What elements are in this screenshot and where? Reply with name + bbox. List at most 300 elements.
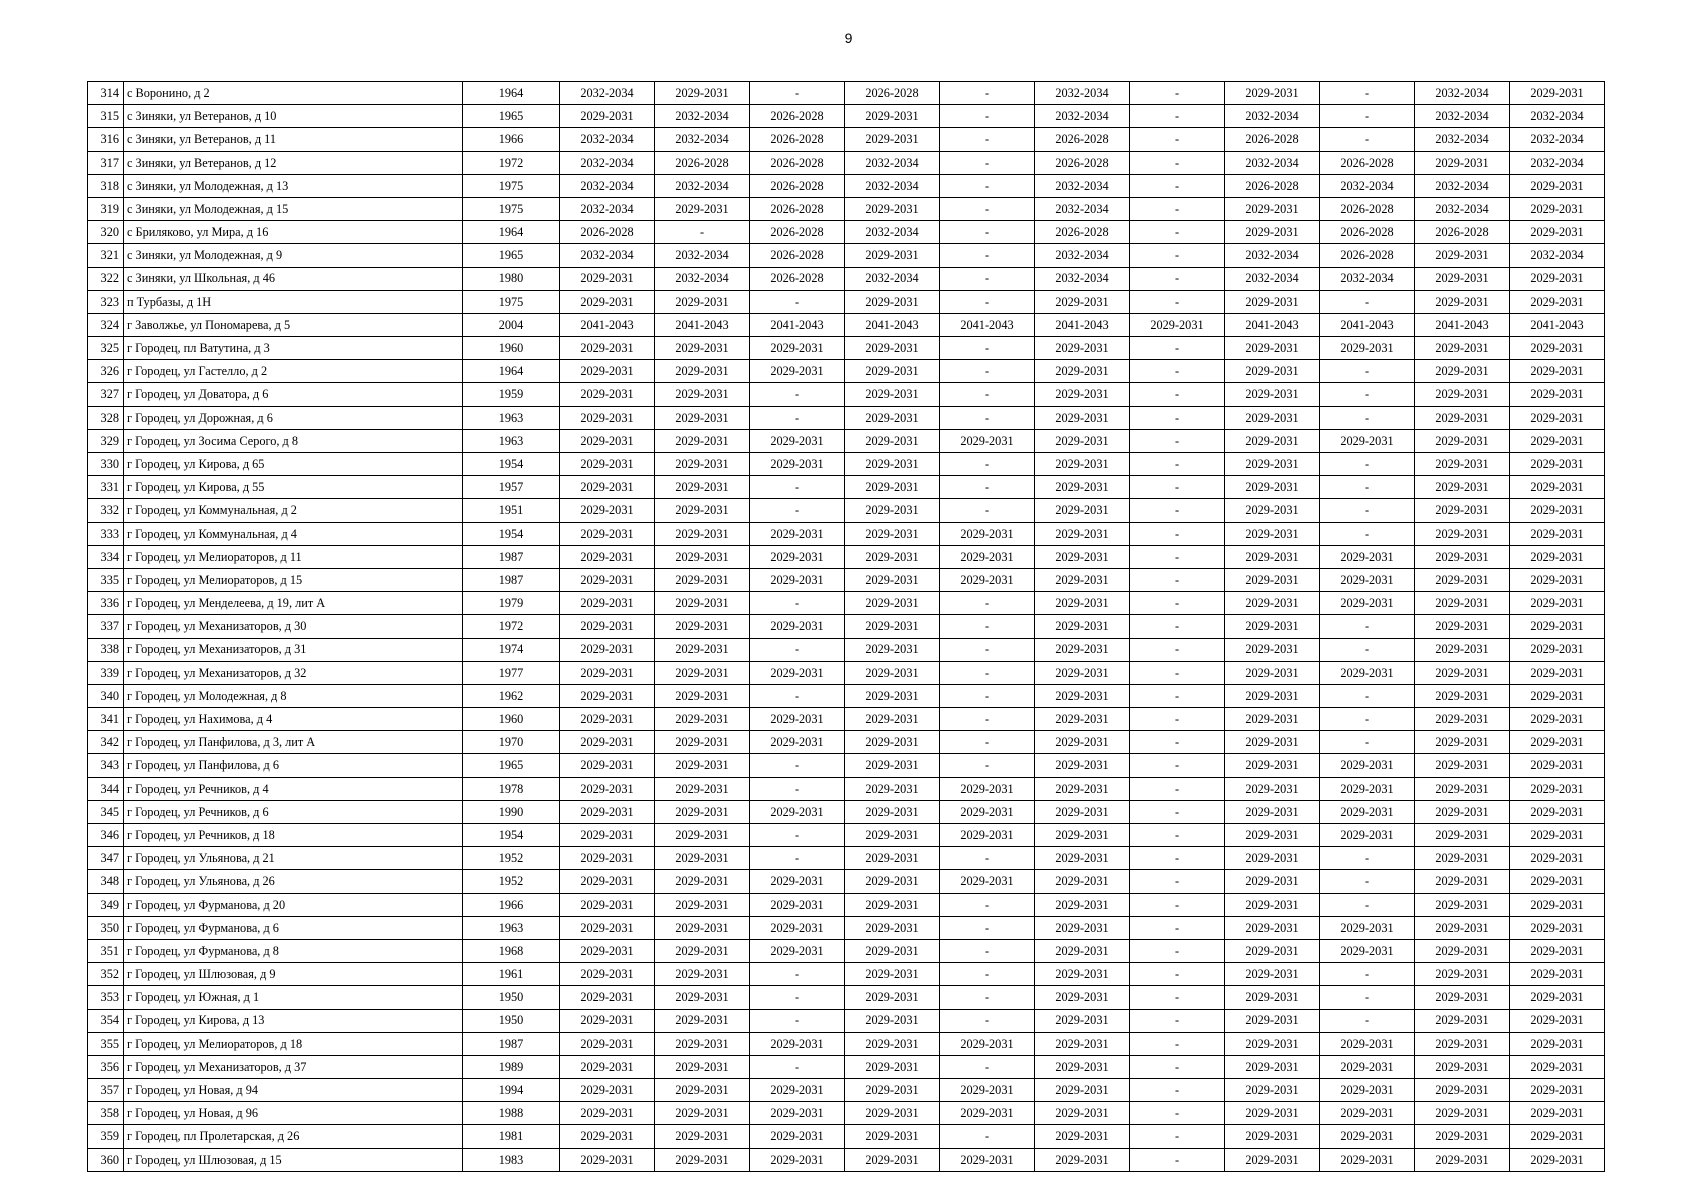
period-cell: 2029-2031 xyxy=(750,731,845,754)
period-cell: - xyxy=(1320,963,1415,986)
table-row xyxy=(88,1055,1605,1078)
row-number-cell: 334 xyxy=(88,545,124,568)
period-cell: 2029-2031 xyxy=(655,476,750,499)
year-built-cell: 1983 xyxy=(463,1148,560,1171)
period-cell: 2029-2031 xyxy=(845,499,940,522)
period-cell: 2029-2031 xyxy=(560,360,655,383)
year-built-cell: 1960 xyxy=(463,337,560,360)
address-cell: г Городец, ул Мелиораторов, д 11 xyxy=(124,545,463,568)
period-cell: - xyxy=(1130,824,1225,847)
address-cell: г Городец, ул Речников, д 6 xyxy=(124,800,463,823)
period-cell: 2029-2031 xyxy=(560,916,655,939)
address-cell: г Городец, ул Речников, д 18 xyxy=(124,824,463,847)
period-cell: - xyxy=(940,290,1035,313)
period-cell: 2029-2031 xyxy=(845,615,940,638)
table-row xyxy=(88,1125,1605,1148)
period-cell: 2029-2031 xyxy=(560,499,655,522)
period-cell: 2029-2031 xyxy=(1510,267,1605,290)
year-built-cell: 1960 xyxy=(463,708,560,731)
period-cell: - xyxy=(1320,499,1415,522)
period-cell: 2029-2031 xyxy=(1415,337,1510,360)
period-cell: 2029-2031 xyxy=(560,406,655,429)
table-row xyxy=(88,429,1605,452)
period-cell: 2029-2031 xyxy=(1035,1032,1130,1055)
period-cell: - xyxy=(1130,615,1225,638)
period-cell: 2032-2034 xyxy=(1415,197,1510,220)
row-number-cell: 327 xyxy=(88,383,124,406)
period-cell: 2041-2043 xyxy=(1225,313,1320,336)
period-cell: 2029-2031 xyxy=(750,545,845,568)
period-cell: 2041-2043 xyxy=(940,313,1035,336)
period-cell: 2029-2031 xyxy=(845,406,940,429)
period-cell: 2029-2031 xyxy=(560,290,655,313)
period-cell: 2029-2031 xyxy=(560,661,655,684)
period-cell: 2029-2031 xyxy=(845,963,940,986)
period-cell: - xyxy=(940,105,1035,128)
table-row xyxy=(88,360,1605,383)
period-cell: 2029-2031 xyxy=(1225,568,1320,591)
period-cell: 2032-2034 xyxy=(1415,174,1510,197)
period-cell: 2029-2031 xyxy=(1035,337,1130,360)
period-cell: 2032-2034 xyxy=(1035,267,1130,290)
period-cell: 2032-2034 xyxy=(1035,105,1130,128)
period-cell: 2029-2031 xyxy=(1415,453,1510,476)
period-cell: 2029-2031 xyxy=(560,522,655,545)
period-cell: - xyxy=(1130,754,1225,777)
period-cell: 2032-2034 xyxy=(1510,244,1605,267)
period-cell: 2029-2031 xyxy=(1225,1055,1320,1078)
year-built-cell: 1981 xyxy=(463,1125,560,1148)
year-built-cell: 1954 xyxy=(463,522,560,545)
period-cell: 2029-2031 xyxy=(1035,661,1130,684)
address-cell: г Городец, ул Новая, д 94 xyxy=(124,1079,463,1102)
period-cell: 2029-2031 xyxy=(655,522,750,545)
period-cell: - xyxy=(940,267,1035,290)
period-cell: 2026-2028 xyxy=(750,267,845,290)
period-cell: 2026-2028 xyxy=(1035,128,1130,151)
period-cell: 2029-2031 xyxy=(1225,1079,1320,1102)
period-cell: - xyxy=(750,82,845,105)
period-cell: 2029-2031 xyxy=(1510,708,1605,731)
period-cell: 2029-2031 xyxy=(1225,847,1320,870)
period-cell: - xyxy=(1130,360,1225,383)
table-row xyxy=(88,615,1605,638)
address-cell: г Городец, ул Зосима Серого, д 8 xyxy=(124,429,463,452)
period-cell: 2029-2031 xyxy=(1510,754,1605,777)
period-cell: 2029-2031 xyxy=(1035,754,1130,777)
period-cell: - xyxy=(940,1125,1035,1148)
period-cell: 2029-2031 xyxy=(1510,221,1605,244)
year-built-cell: 1950 xyxy=(463,986,560,1009)
period-cell: - xyxy=(1130,1102,1225,1125)
period-cell: 2032-2034 xyxy=(1510,128,1605,151)
period-cell: 2029-2031 xyxy=(845,847,940,870)
table-row xyxy=(88,800,1605,823)
period-cell: 2029-2031 xyxy=(845,429,940,452)
period-cell: 2029-2031 xyxy=(940,522,1035,545)
period-cell: - xyxy=(1130,545,1225,568)
row-number-cell: 336 xyxy=(88,592,124,615)
period-cell: 2029-2031 xyxy=(655,754,750,777)
period-cell: 2029-2031 xyxy=(1225,499,1320,522)
table-row xyxy=(88,499,1605,522)
period-cell: 2032-2034 xyxy=(1320,174,1415,197)
row-number-cell: 339 xyxy=(88,661,124,684)
period-cell: 2029-2031 xyxy=(845,568,940,591)
period-cell: 2029-2031 xyxy=(1320,916,1415,939)
period-cell: 2029-2031 xyxy=(845,105,940,128)
period-cell: - xyxy=(1130,1125,1225,1148)
period-cell: - xyxy=(940,986,1035,1009)
address-cell: г Городец, ул Кирова, д 13 xyxy=(124,1009,463,1032)
address-cell: г Городец, пл Ватутина, д 3 xyxy=(124,337,463,360)
period-cell: 2029-2031 xyxy=(1225,1032,1320,1055)
period-cell: 2041-2043 xyxy=(845,313,940,336)
period-cell: - xyxy=(1130,916,1225,939)
period-cell: 2029-2031 xyxy=(845,545,940,568)
year-built-cell: 1959 xyxy=(463,383,560,406)
address-cell: г Городец, ул Мелиораторов, д 15 xyxy=(124,568,463,591)
period-cell: 2029-2031 xyxy=(655,499,750,522)
year-built-cell: 1962 xyxy=(463,684,560,707)
period-cell: 2029-2031 xyxy=(655,592,750,615)
table-row xyxy=(88,221,1605,244)
period-cell: 2029-2031 xyxy=(560,1009,655,1032)
period-cell: 2032-2034 xyxy=(1035,174,1130,197)
period-cell: 2029-2031 xyxy=(560,963,655,986)
period-cell: 2029-2031 xyxy=(1225,453,1320,476)
period-cell: 2029-2031 xyxy=(655,870,750,893)
address-cell: г Городец, ул Мелиораторов, д 18 xyxy=(124,1032,463,1055)
period-cell: 2029-2031 xyxy=(560,638,655,661)
period-cell: 2029-2031 xyxy=(845,360,940,383)
period-cell: - xyxy=(1130,893,1225,916)
period-cell: 2032-2034 xyxy=(1035,197,1130,220)
row-number-cell: 315 xyxy=(88,105,124,128)
period-cell: 2029-2031 xyxy=(560,568,655,591)
row-number-cell: 326 xyxy=(88,360,124,383)
table-row xyxy=(88,197,1605,220)
period-cell: 2029-2031 xyxy=(845,244,940,267)
period-cell: 2041-2043 xyxy=(655,313,750,336)
period-cell: 2029-2031 xyxy=(1415,545,1510,568)
period-cell: 2026-2028 xyxy=(1225,128,1320,151)
year-built-cell: 1964 xyxy=(463,360,560,383)
period-cell: 2029-2031 xyxy=(750,453,845,476)
period-cell: 2032-2034 xyxy=(845,267,940,290)
period-cell: - xyxy=(750,963,845,986)
period-cell: 2029-2031 xyxy=(1415,568,1510,591)
row-number-cell: 342 xyxy=(88,731,124,754)
row-number-cell: 338 xyxy=(88,638,124,661)
period-cell: 2029-2031 xyxy=(560,1125,655,1148)
year-built-cell: 1961 xyxy=(463,963,560,986)
period-cell: 2029-2031 xyxy=(1320,1102,1415,1125)
period-cell: 2029-2031 xyxy=(1415,615,1510,638)
period-cell: 2029-2031 xyxy=(1035,545,1130,568)
period-cell: 2029-2031 xyxy=(1035,963,1130,986)
address-cell: г Городец, ул Механизаторов, д 31 xyxy=(124,638,463,661)
period-cell: 2029-2031 xyxy=(1415,661,1510,684)
period-cell: 2029-2031 xyxy=(845,661,940,684)
period-cell: 2029-2031 xyxy=(845,708,940,731)
period-cell: 2029-2031 xyxy=(1510,684,1605,707)
period-cell: 2041-2043 xyxy=(1510,313,1605,336)
period-cell: 2029-2031 xyxy=(1225,360,1320,383)
period-cell: 2029-2031 xyxy=(1510,1079,1605,1102)
period-cell: 2029-2031 xyxy=(1225,1125,1320,1148)
period-cell: 2029-2031 xyxy=(1320,777,1415,800)
period-cell: - xyxy=(940,893,1035,916)
period-cell: - xyxy=(940,684,1035,707)
period-cell: 2029-2031 xyxy=(560,105,655,128)
period-cell: 2029-2031 xyxy=(1035,615,1130,638)
period-cell: 2029-2031 xyxy=(1225,661,1320,684)
period-cell: - xyxy=(750,1055,845,1078)
period-cell: 2029-2031 xyxy=(1035,824,1130,847)
period-cell: 2029-2031 xyxy=(1510,939,1605,962)
period-cell: 2029-2031 xyxy=(1415,963,1510,986)
period-cell: - xyxy=(940,916,1035,939)
period-cell: 2029-2031 xyxy=(1415,267,1510,290)
period-cell: - xyxy=(1130,1055,1225,1078)
period-cell: - xyxy=(1130,406,1225,429)
period-cell: 2029-2031 xyxy=(1415,290,1510,313)
period-cell: 2029-2031 xyxy=(750,870,845,893)
year-built-cell: 1957 xyxy=(463,476,560,499)
period-cell: 2029-2031 xyxy=(1320,939,1415,962)
period-cell: 2029-2031 xyxy=(750,429,845,452)
period-cell: 2026-2028 xyxy=(750,105,845,128)
period-cell: 2029-2031 xyxy=(940,1102,1035,1125)
row-number-cell: 358 xyxy=(88,1102,124,1125)
period-cell: - xyxy=(940,360,1035,383)
period-cell: 2029-2031 xyxy=(845,476,940,499)
period-cell: 2032-2034 xyxy=(845,221,940,244)
period-cell: 2029-2031 xyxy=(1415,939,1510,962)
period-cell: 2029-2031 xyxy=(1035,1102,1130,1125)
row-number-cell: 330 xyxy=(88,453,124,476)
period-cell: 2029-2031 xyxy=(750,800,845,823)
period-cell: 2032-2034 xyxy=(1415,105,1510,128)
period-cell: 2029-2031 xyxy=(655,1009,750,1032)
year-built-cell: 1963 xyxy=(463,429,560,452)
table-row xyxy=(88,290,1605,313)
period-cell: 2029-2031 xyxy=(560,592,655,615)
period-cell: 2029-2031 xyxy=(845,592,940,615)
period-cell: 2026-2028 xyxy=(750,244,845,267)
row-number-cell: 340 xyxy=(88,684,124,707)
address-cell: г Городец, пл Пролетарская, д 26 xyxy=(124,1125,463,1148)
period-cell: 2032-2034 xyxy=(845,151,940,174)
year-built-cell: 1972 xyxy=(463,151,560,174)
table-row xyxy=(88,731,1605,754)
period-cell: 2029-2031 xyxy=(1225,290,1320,313)
table-row xyxy=(88,708,1605,731)
period-cell: 2029-2031 xyxy=(940,545,1035,568)
period-cell: - xyxy=(1130,661,1225,684)
period-cell: 2032-2034 xyxy=(1225,267,1320,290)
period-cell: 2029-2031 xyxy=(1320,824,1415,847)
period-cell: 2029-2031 xyxy=(655,1055,750,1078)
period-cell: - xyxy=(940,731,1035,754)
year-built-cell: 1972 xyxy=(463,615,560,638)
period-cell: 2029-2031 xyxy=(560,337,655,360)
period-cell: 2029-2031 xyxy=(750,568,845,591)
year-built-cell: 1965 xyxy=(463,244,560,267)
period-cell: 2029-2031 xyxy=(1225,800,1320,823)
period-cell: 2029-2031 xyxy=(560,847,655,870)
period-cell: 2029-2031 xyxy=(655,429,750,452)
address-cell: г Городец, ул Механизаторов, д 30 xyxy=(124,615,463,638)
period-cell: 2029-2031 xyxy=(1320,661,1415,684)
period-cell: 2032-2034 xyxy=(1415,128,1510,151)
period-cell: 2029-2031 xyxy=(750,916,845,939)
period-cell: - xyxy=(940,383,1035,406)
period-cell: 2029-2031 xyxy=(1035,1148,1130,1171)
period-cell: 2029-2031 xyxy=(1035,1009,1130,1032)
address-cell: г Городец, ул Речников, д 4 xyxy=(124,777,463,800)
row-number-cell: 335 xyxy=(88,568,124,591)
year-built-cell: 1965 xyxy=(463,105,560,128)
period-cell: 2029-2031 xyxy=(1225,916,1320,939)
period-cell: 2029-2031 xyxy=(1510,197,1605,220)
address-cell: г Городец, ул Механизаторов, д 37 xyxy=(124,1055,463,1078)
period-cell: - xyxy=(940,174,1035,197)
period-cell: 2029-2031 xyxy=(1415,684,1510,707)
period-cell: 2032-2034 xyxy=(560,151,655,174)
period-cell: 2029-2031 xyxy=(1225,684,1320,707)
period-cell: 2029-2031 xyxy=(1320,568,1415,591)
period-cell: 2029-2031 xyxy=(1320,545,1415,568)
period-cell: - xyxy=(1130,847,1225,870)
period-cell: 2026-2028 xyxy=(1320,221,1415,244)
period-cell: 2029-2031 xyxy=(940,1032,1035,1055)
period-cell: - xyxy=(1320,893,1415,916)
period-cell: 2029-2031 xyxy=(1320,1079,1415,1102)
year-built-cell: 1954 xyxy=(463,824,560,847)
period-cell: - xyxy=(940,754,1035,777)
table-row xyxy=(88,522,1605,545)
period-cell: 2029-2031 xyxy=(655,708,750,731)
table-row xyxy=(88,406,1605,429)
row-number-cell: 346 xyxy=(88,824,124,847)
period-cell: 2029-2031 xyxy=(1225,939,1320,962)
period-cell: 2029-2031 xyxy=(560,1055,655,1078)
period-cell: 2029-2031 xyxy=(1035,638,1130,661)
period-cell: - xyxy=(1320,870,1415,893)
period-cell: 2029-2031 xyxy=(845,1125,940,1148)
table-row xyxy=(88,313,1605,336)
period-cell: 2029-2031 xyxy=(1510,893,1605,916)
period-cell: - xyxy=(940,82,1035,105)
period-cell: 2029-2031 xyxy=(655,406,750,429)
period-cell: - xyxy=(1130,592,1225,615)
period-cell: 2029-2031 xyxy=(560,267,655,290)
period-cell: 2029-2031 xyxy=(1415,244,1510,267)
period-cell: 2029-2031 xyxy=(845,870,940,893)
row-number-cell: 320 xyxy=(88,221,124,244)
period-cell: 2029-2031 xyxy=(845,731,940,754)
period-cell: 2029-2031 xyxy=(1415,383,1510,406)
period-cell: - xyxy=(1130,197,1225,220)
year-built-cell: 1975 xyxy=(463,290,560,313)
period-cell: 2029-2031 xyxy=(560,708,655,731)
period-cell: - xyxy=(750,476,845,499)
period-cell: - xyxy=(1320,731,1415,754)
year-built-cell: 1977 xyxy=(463,661,560,684)
period-cell: 2029-2031 xyxy=(1035,383,1130,406)
period-cell: 2029-2031 xyxy=(940,824,1035,847)
period-cell: 2029-2031 xyxy=(1035,406,1130,429)
period-cell: 2029-2031 xyxy=(655,731,750,754)
row-number-cell: 347 xyxy=(88,847,124,870)
row-number-cell: 324 xyxy=(88,313,124,336)
row-number-cell: 356 xyxy=(88,1055,124,1078)
table-row xyxy=(88,1102,1605,1125)
period-cell: 2029-2031 xyxy=(1415,1032,1510,1055)
period-cell: 2029-2031 xyxy=(1225,777,1320,800)
period-cell: - xyxy=(750,986,845,1009)
period-cell: 2029-2031 xyxy=(560,545,655,568)
period-cell: 2029-2031 xyxy=(1225,429,1320,452)
period-cell: 2029-2031 xyxy=(1415,777,1510,800)
period-cell: - xyxy=(1130,453,1225,476)
period-cell: 2029-2031 xyxy=(655,545,750,568)
period-cell: 2029-2031 xyxy=(1510,429,1605,452)
period-cell: 2026-2028 xyxy=(750,221,845,244)
period-cell: 2029-2031 xyxy=(845,1148,940,1171)
period-cell: 2029-2031 xyxy=(655,1148,750,1171)
table-row xyxy=(88,568,1605,591)
period-cell: 2029-2031 xyxy=(655,1125,750,1148)
period-cell: 2029-2031 xyxy=(1510,777,1605,800)
period-cell: - xyxy=(1320,522,1415,545)
period-cell: - xyxy=(750,499,845,522)
period-cell: - xyxy=(1320,406,1415,429)
year-built-cell: 1978 xyxy=(463,777,560,800)
table-row xyxy=(88,684,1605,707)
period-cell: 2029-2031 xyxy=(655,1032,750,1055)
table-row xyxy=(88,383,1605,406)
period-cell: 2029-2031 xyxy=(845,197,940,220)
period-cell: 2029-2031 xyxy=(1510,615,1605,638)
period-cell: 2026-2028 xyxy=(655,151,750,174)
period-cell: - xyxy=(1130,777,1225,800)
period-cell: 2032-2034 xyxy=(560,244,655,267)
address-cell: г Городец, ул Фурманова, д 8 xyxy=(124,939,463,962)
period-cell: - xyxy=(1130,522,1225,545)
address-cell: с Воронино, д 2 xyxy=(124,82,463,105)
period-cell: - xyxy=(1130,221,1225,244)
period-cell: 2029-2031 xyxy=(845,290,940,313)
period-cell: - xyxy=(1320,847,1415,870)
period-cell: 2041-2043 xyxy=(1320,313,1415,336)
period-cell: 2029-2031 xyxy=(1415,499,1510,522)
period-cell: - xyxy=(1130,638,1225,661)
period-cell: 2029-2031 xyxy=(1035,939,1130,962)
year-built-cell: 1951 xyxy=(463,499,560,522)
period-cell: 2041-2043 xyxy=(1035,313,1130,336)
period-cell: 2029-2031 xyxy=(655,893,750,916)
period-cell: - xyxy=(940,151,1035,174)
period-cell: - xyxy=(1130,939,1225,962)
period-cell: 2029-2031 xyxy=(1035,1055,1130,1078)
year-built-cell: 1950 xyxy=(463,1009,560,1032)
period-cell: 2032-2034 xyxy=(560,128,655,151)
table-row xyxy=(88,963,1605,986)
table-row xyxy=(88,545,1605,568)
